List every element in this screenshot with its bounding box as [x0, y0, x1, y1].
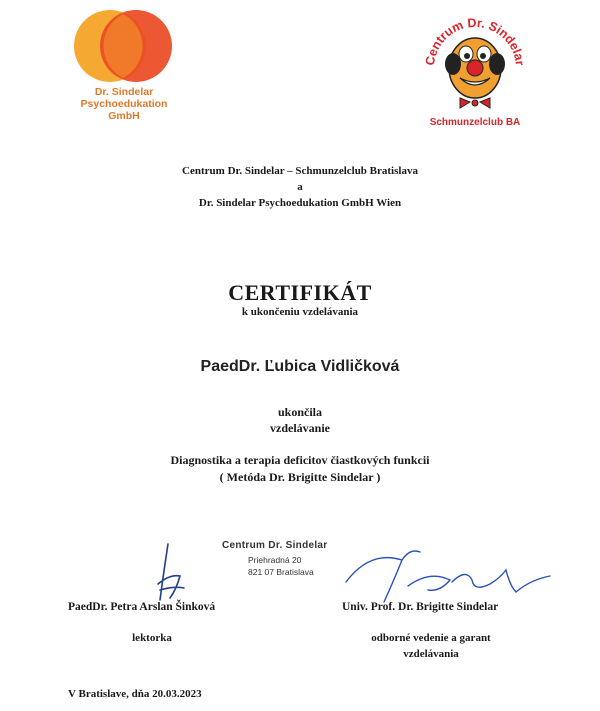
recipient-name: PaedDr. Ľubica Vidličková: [200, 358, 400, 375]
right-signature: [340, 540, 555, 610]
logo-bottom-text: Schmunzelclub BA: [429, 117, 521, 128]
certificate-title: CERTIFIKÁT: [228, 280, 372, 305]
logo-left-line3: GmbH: [108, 110, 140, 122]
header-line1: Centrum Dr. Sindelar – Schmunzelclub Bratislava: [182, 165, 418, 177]
course-line2: ( Metóda Dr. Brigitte Sindelar ): [219, 470, 381, 484]
right-role-line1: odborné vedenie a garant: [371, 632, 491, 644]
stamp-line3: 821 07 Bratislava: [248, 567, 314, 577]
header-line2: a: [297, 181, 303, 193]
right-role-line2: vzdelávania: [403, 648, 459, 660]
left-signatory-role: lektorka: [132, 632, 172, 644]
overlapping-circles-icon: [70, 6, 178, 86]
completed-line2: vzdelávanie: [270, 421, 330, 435]
right-signatory-name: Univ. Prof. Dr. Brigitte Sindelar: [342, 601, 499, 613]
schmunzelclub-logo: [420, 4, 530, 130]
course-line1: Diagnostika a terapia deficitov čiastkových funkcii: [170, 453, 430, 467]
stamp-line2: Priehradná 20: [248, 555, 302, 565]
logo-arc-text: Centrum Dr. Sindelar: [422, 15, 527, 67]
certificate-subtitle: k ukončeniu vzdelávania: [241, 306, 359, 318]
stamp-line1: Centrum Dr. Sindelar: [222, 540, 328, 551]
psychoedukation-logo: [64, 6, 184, 122]
logo-left-line1: Dr. Sindelar: [94, 86, 154, 98]
left-signature: [140, 540, 210, 610]
place-and-date: V Bratislave, dňa 20.03.2023: [68, 688, 202, 700]
left-signatory-name: PaedDr. Petra Arslan Šinková: [68, 601, 216, 613]
clown-face-icon: [445, 38, 505, 108]
logo-left-line2: Psychoedukation: [80, 98, 168, 110]
completed-line1: ukončila: [277, 405, 322, 419]
header-line3: Dr. Sindelar Psychoedukation GmbH Wien: [198, 197, 402, 209]
